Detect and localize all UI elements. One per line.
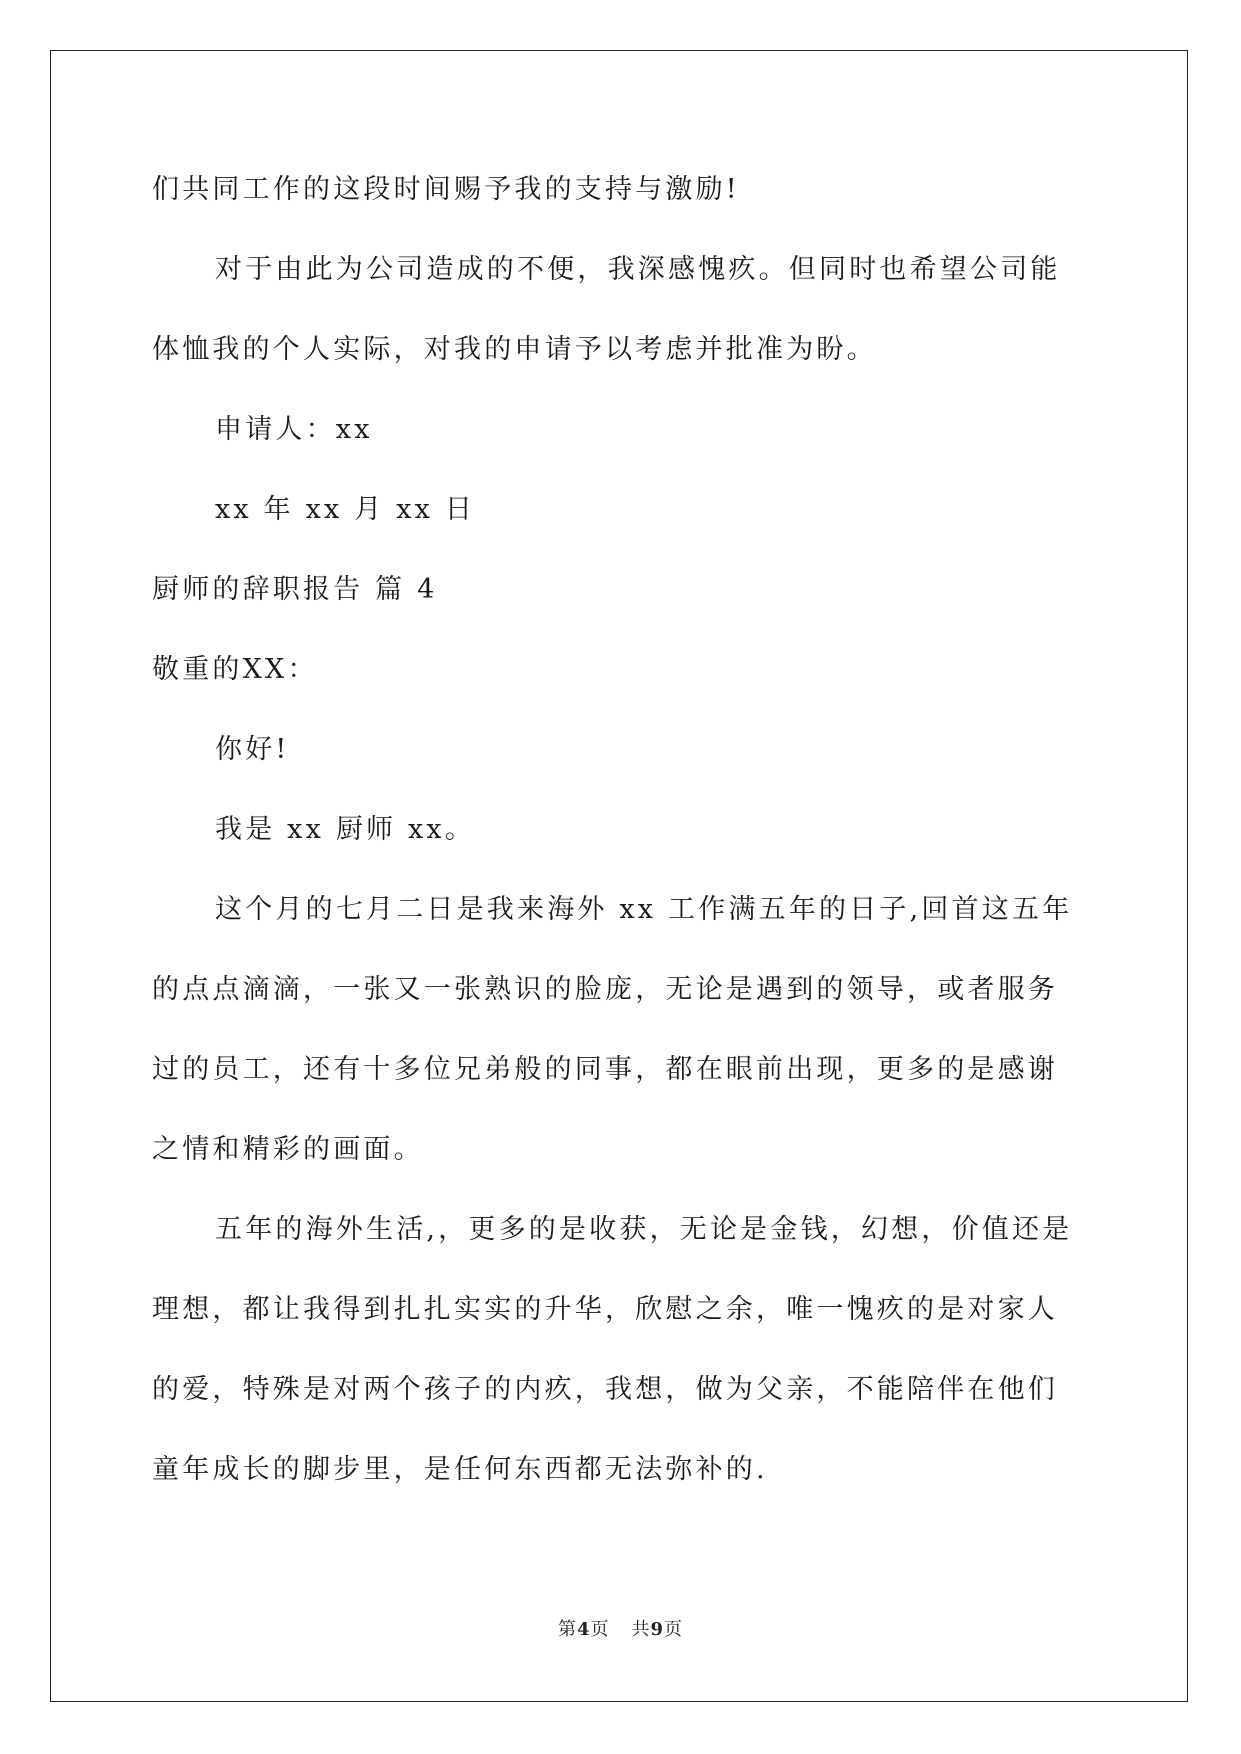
- section-title: 厨师的辞职报告 篇 4: [152, 574, 438, 605]
- body-line: 对于由此为公司造成的不便，我深感愧疚。但同时也希望公司能: [215, 254, 1061, 285]
- salutation: 敬重的XX：: [152, 654, 318, 685]
- body-line: 童年成长的脚步里，是任何东西都无法弥补的.: [152, 1454, 768, 1485]
- total-page-number: 9: [650, 1619, 665, 1640]
- footer-total-suffix: 页: [664, 1619, 684, 1640]
- footer-page-suffix: 页: [590, 1619, 610, 1640]
- body-line: 的爱，特殊是对两个孩子的内疚，我想，做为父亲，不能陪伴在他们: [152, 1374, 1058, 1405]
- footer-total-prefix: 共: [631, 1619, 651, 1640]
- page-footer: [0, 1618, 1241, 1642]
- body-line: 这个月的七月二日是我来海外 xx 工作满五年的日子,回首这五年: [215, 894, 1073, 925]
- body-line: 理想，都让我得到扎扎实实的升华，欣慰之余，唯一愧疚的是对家人: [152, 1294, 1058, 1325]
- body-line: 体恤我的个人实际，对我的申请予以考虑并批准为盼。: [152, 334, 877, 365]
- body-line: 我是 xx 厨师 xx。: [215, 814, 476, 845]
- applicant-line: 申请人：xx: [215, 414, 373, 445]
- body-line: 五年的海外生活,，更多的是收获，无论是金钱，幻想，价值还是: [215, 1214, 1073, 1245]
- body-line: 过的员工，还有十多位兄弟般的同事，都在眼前出现，更多的是感谢: [152, 1054, 1058, 1085]
- body-line: 们共同工作的这段时间赐予我的支持与激励!: [152, 174, 740, 205]
- date-line: xx 年 xx 月 xx 日: [215, 494, 476, 525]
- footer-prefix: 第: [557, 1619, 577, 1640]
- current-page-number: 4: [576, 1619, 591, 1640]
- body-line: 之情和精彩的画面。: [152, 1134, 424, 1165]
- body-line: 的点点滴滴，一张又一张熟识的脸庞，无论是遇到的领导，或者服务: [152, 974, 1058, 1005]
- greeting: 你好!: [215, 734, 290, 765]
